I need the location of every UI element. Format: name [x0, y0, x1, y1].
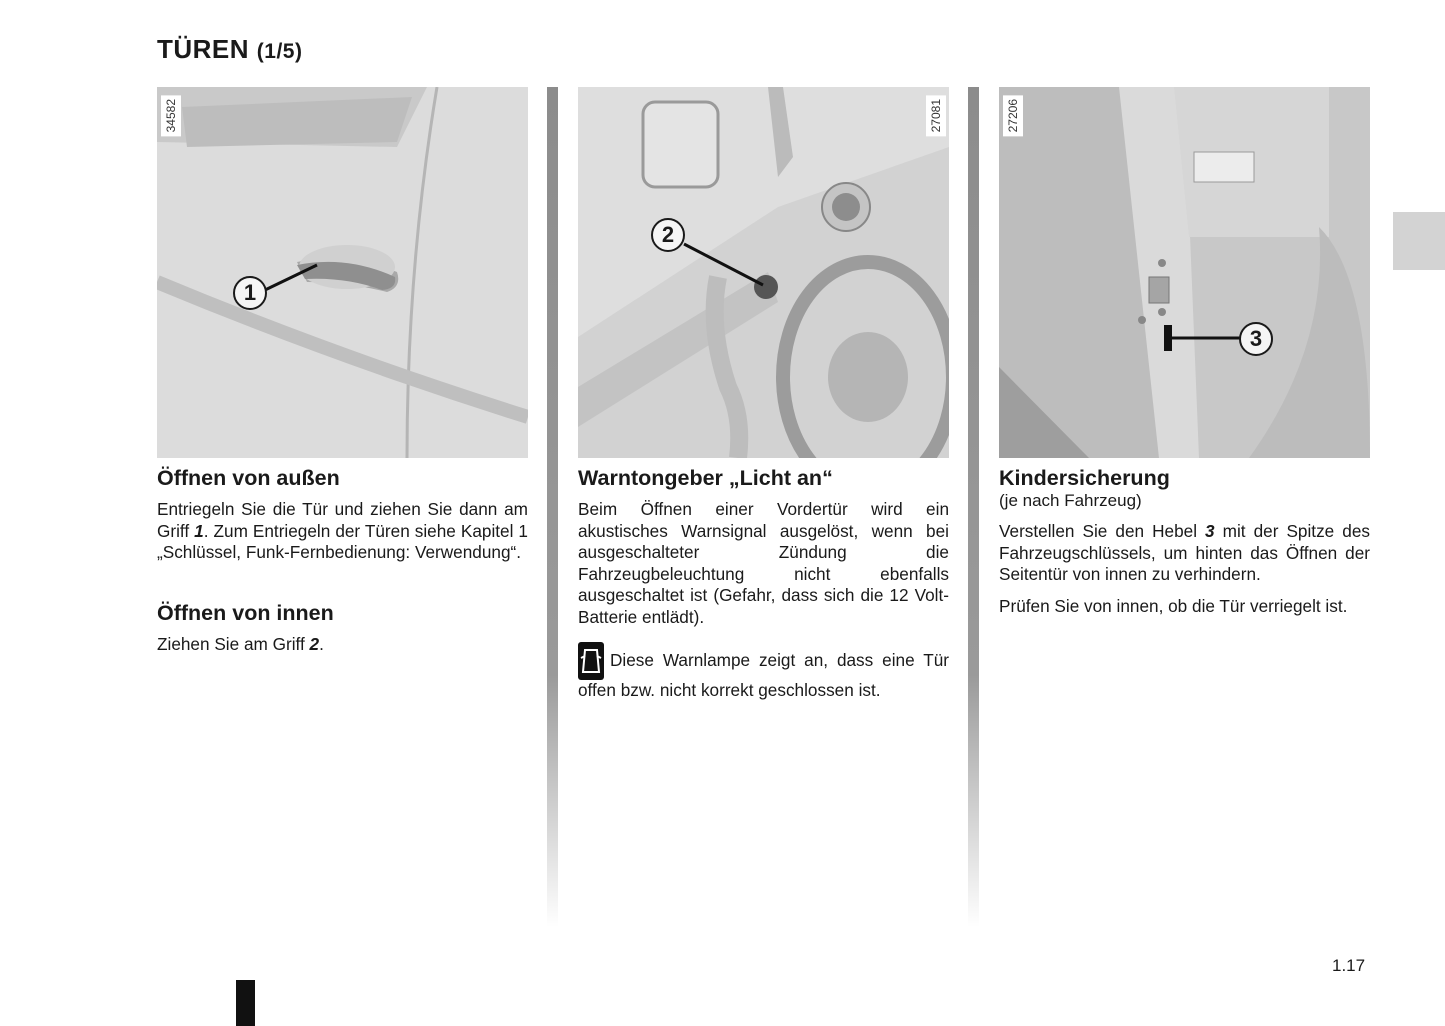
column-child-lock	[999, 465, 1370, 617]
figure-id: 27081	[926, 95, 946, 136]
heading-opening-inside: Öffnen von innen	[157, 600, 334, 625]
paragraph-door-warning-lamp: Diese Warnlampe zeigt an, dass eine Tür offen bzw. nicht korrekt geschlossen ist.	[578, 642, 949, 702]
column-divider	[968, 87, 979, 927]
paragraph-opening-outside: Entriegeln Sie die Tür und ziehen Sie dann am Griff 1. Zum Entriegeln der Türen siehe Kapitel 1 „Schlüssel, Funk-Fernbedienung: Verwendung“.	[157, 499, 528, 562]
title-text: TÜREN	[157, 34, 250, 64]
figure-child-lock	[999, 87, 1370, 458]
door-open-warning-icon	[578, 642, 604, 680]
figure-id: 34582	[161, 95, 181, 136]
paragraph-check-lock: Prüfen Sie von innen, ob die Tür verriegelt ist.	[999, 595, 1348, 616]
paragraph-light-warning: Beim Öffnen einer Vordertür wird ein akustisches Warnsignal ausgelöst, wenn bei ausgeschalteter Zündung die Fahrzeugbeleuchtung nicht ebenfalls ausgeschaltet ist (Gefahr, dass sich die 12 Volt-Batterie entlädt).	[578, 499, 949, 627]
column-light-warning	[578, 465, 949, 702]
heading-light-warning: Warntongeber „Licht an“	[578, 466, 833, 490]
title-suffix: (1/5)	[256, 40, 303, 63]
child-lock-note: (je nach Fahrzeug)	[999, 491, 1142, 510]
column-divider	[547, 87, 558, 927]
callout-2: 2	[651, 218, 685, 252]
chapter-tab	[1393, 212, 1445, 270]
callout-3: 3	[1239, 322, 1273, 356]
paragraph-child-lock: Verstellen Sie den Hebel 3 mit der Spitze des Fahrzeugschlüssels, um hinten das Öffnen der Seitentür von innen zu verhindern.	[999, 521, 1370, 584]
heading-child-lock: Kindersicherung	[999, 466, 1170, 490]
edge-marker	[236, 980, 255, 1026]
heading-opening-outside: Öffnen von außen	[157, 466, 340, 490]
child-lock-illustration	[999, 87, 1370, 458]
figure-id: 27206	[1003, 95, 1023, 136]
door-exterior-illustration	[157, 87, 528, 458]
callout-1: 1	[233, 276, 267, 310]
figure-exterior-door-handle	[157, 87, 528, 458]
paragraph-opening-inside: Ziehen Sie am Griff 2.	[157, 633, 324, 654]
page-number: 1.17	[1332, 956, 1366, 975]
figure-interior-dashboard	[578, 87, 949, 458]
interior-illustration	[578, 87, 949, 458]
page-title	[157, 34, 302, 65]
column-exterior-opening	[157, 465, 528, 655]
